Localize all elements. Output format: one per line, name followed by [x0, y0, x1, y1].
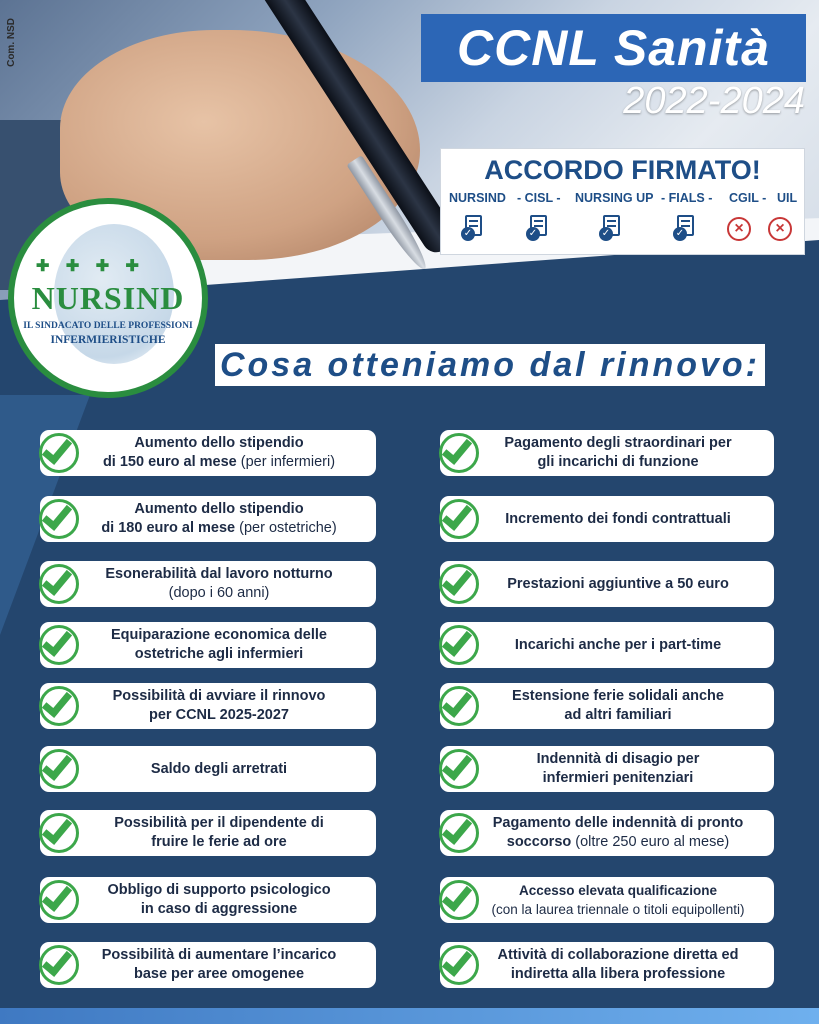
logo-name: NURSIND [31, 280, 185, 316]
benefit-item [40, 496, 376, 542]
nursind-logo [8, 198, 208, 398]
benefit-text [440, 814, 774, 852]
benefit-note: (oltre 250 euro al mese) [575, 834, 730, 850]
benefit-text [40, 814, 376, 852]
benefit-line-2: ad altri familiari [564, 707, 672, 723]
benefit-text [440, 946, 774, 984]
benefit-text [40, 500, 376, 538]
benefit-line-1: Attività di collaborazione diretta ed [497, 947, 739, 963]
union-label: - CISL - [517, 191, 561, 205]
credit-text: Com. NSD [6, 18, 17, 67]
benefit-text [40, 760, 376, 779]
check-circle-icon [34, 939, 84, 989]
signed-document-icon: ✓ [526, 215, 550, 241]
benefit-line-2: in caso di aggressione [140, 901, 298, 917]
benefit-item [40, 877, 376, 923]
check-circle-icon [434, 680, 484, 730]
benefit-item [40, 622, 376, 668]
benefit-text [40, 946, 376, 984]
union-label: CGIL - [729, 191, 767, 205]
check-circle-icon [434, 939, 484, 989]
benefit-line-1: Equiparazione economica delle [111, 627, 327, 643]
benefit-line-1: Saldo degli arretrati [150, 760, 288, 777]
section-subtitle: Cosa otteniamo dal rinnovo: [219, 346, 761, 384]
benefit-line-1: Incremento dei fondi contrattuali [505, 510, 731, 527]
title-box [421, 14, 806, 82]
benefit-line-1: Possibilità di aumentare l’incarico [101, 947, 337, 963]
check-circle-icon [434, 874, 484, 924]
check-circle-icon [434, 743, 484, 793]
benefit-item [440, 561, 774, 607]
benefit-line-2: ostetriche agli infermieri [134, 646, 304, 662]
years-label: 2022-2024 [623, 80, 805, 122]
check-circle-icon [34, 874, 84, 924]
benefit-line-2: indiretta alla libera professione [510, 966, 726, 982]
check-circle-icon [34, 680, 84, 730]
signed-document-icon: ✓ [599, 215, 623, 241]
subtitle-bar [215, 344, 765, 386]
x-circle-icon: × [727, 217, 751, 241]
benefit-text [440, 881, 774, 919]
page-title: CCNL Sanità [457, 20, 770, 76]
check-circle-icon [434, 807, 484, 857]
benefit-line-1: Obbligo di supporto psicologico [107, 882, 331, 898]
benefit-line-2: soccorso [506, 834, 572, 850]
benefit-line-2: di 150 euro al mese [102, 454, 237, 470]
signed-document-icon: ✓ [461, 215, 485, 241]
check-circle-icon [434, 427, 484, 477]
logo-crosses: ✚ ✚ ✚ ✚ [36, 258, 145, 275]
benefit-text [440, 510, 774, 529]
benefit-item [440, 810, 774, 856]
agreement-box [440, 148, 805, 255]
check-circle-icon [34, 743, 84, 793]
benefit-item [40, 746, 376, 792]
benefit-line-1: Possibilità di avviare il rinnovo [112, 688, 326, 704]
benefit-item [40, 430, 376, 476]
benefit-line-1: Estensione ferie solidali anche [512, 688, 724, 704]
benefit-note: (con la laurea triennale o titoli equipollenti) [491, 902, 745, 917]
check-circle-icon [34, 807, 84, 857]
benefit-line-2: base per aree omogenee [133, 966, 305, 982]
x-circle-icon: × [768, 217, 792, 241]
benefit-text [440, 750, 774, 788]
benefit-text [440, 434, 774, 472]
benefit-item [440, 683, 774, 729]
benefit-line-1: Accesso elevata qualificazione [518, 883, 718, 898]
benefit-text [440, 687, 774, 725]
benefit-item [440, 496, 774, 542]
logo-subtitle-1: IL SINDACATO DELLE PROFESSIONI [23, 321, 193, 331]
union-label: - FIALS - [661, 191, 713, 205]
benefit-line-1: Possibilità per il dipendente di [114, 815, 324, 831]
benefit-text [40, 881, 376, 919]
check-circle-icon [34, 558, 84, 608]
check-circle-icon [434, 558, 484, 608]
benefit-text [440, 636, 774, 655]
check-circle-icon [34, 619, 84, 669]
benefit-line-2: infermieri penitenziari [542, 770, 694, 786]
benefit-item [40, 810, 376, 856]
benefit-line-2: fruire le ferie ad ore [151, 834, 287, 850]
benefit-line-1: Prestazioni aggiuntive a 50 euro [507, 575, 729, 592]
benefit-line-2: per CCNL 2025-2027 [149, 707, 289, 723]
benefit-item [440, 622, 774, 668]
benefit-item [40, 942, 376, 988]
benefit-item [40, 561, 376, 607]
benefit-text [40, 626, 376, 664]
benefit-item [440, 430, 774, 476]
benefit-line-1: Pagamento degli straordinari per [504, 435, 732, 451]
benefit-item [40, 683, 376, 729]
check-circle-icon [434, 619, 484, 669]
benefit-text [440, 575, 774, 594]
benefit-text [40, 434, 376, 472]
benefit-line-1: Incarichi anche per i part-time [514, 636, 722, 653]
signed-document-icon: ✓ [673, 215, 697, 241]
logo-subtitle-2: INFERMIERISTICHE [50, 334, 166, 346]
union-label: UIL [777, 191, 798, 205]
benefit-line-1: Aumento dello stipendio [134, 501, 304, 517]
benefit-line-2: di 180 euro al mese [101, 520, 236, 536]
benefit-line-1: Esonerabilità dal lavoro notturno [105, 566, 333, 582]
check-circle-icon [34, 427, 84, 477]
benefit-line-1: Pagamento delle indennità di pronto [492, 815, 744, 831]
benefit-text [40, 687, 376, 725]
agreement-heading: ACCORDO FIRMATO! [484, 155, 761, 185]
benefit-text [40, 565, 376, 603]
benefit-item [440, 877, 774, 923]
benefit-item [440, 746, 774, 792]
union-label: NURSING UP [575, 191, 654, 205]
benefit-note: (dopo i 60 anni) [168, 585, 270, 601]
bottom-stripe [0, 1008, 819, 1024]
benefit-line-2: gli incarichi di funzione [537, 454, 699, 470]
benefit-note: (per ostetriche) [239, 520, 337, 536]
check-circle-icon [434, 493, 484, 543]
benefit-note: (per infermieri) [240, 454, 336, 470]
benefit-item [440, 942, 774, 988]
union-label: NURSIND [449, 191, 506, 205]
benefit-line-1: Indennità di disagio per [536, 751, 700, 767]
benefit-line-1: Aumento dello stipendio [134, 435, 304, 451]
check-circle-icon [34, 493, 84, 543]
